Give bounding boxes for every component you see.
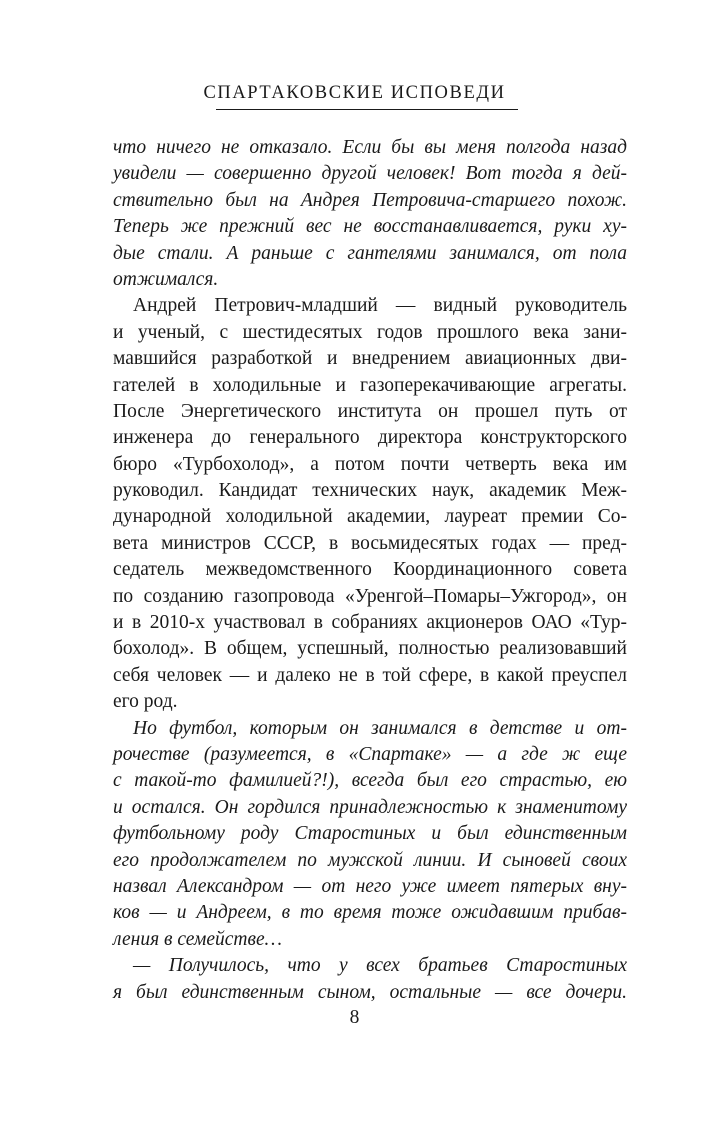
text-line: руководил. Кандидат технических наук, академик Меж-: [113, 480, 627, 502]
text-line: я был единственным сыном, остальные — все дочери.: [113, 981, 627, 1003]
text-line: ствительно был на Андрея Петровича-старшего похож.: [113, 189, 627, 211]
text-line: назвал Александром — от него уже имеет пятерых вну-: [113, 875, 627, 897]
text-line: по созданию газопровода «Уренгой–Помары–Ужгород», он: [113, 585, 627, 607]
text-line: его продолжателем по мужской линии. И сыновей своих: [113, 849, 627, 871]
text-line: бохолод». В общем, успешный, полностью реализовавший: [113, 638, 627, 660]
text-line: Теперь же прежний вес не восстанавливается, руки ху-: [113, 216, 627, 238]
text-line: увидели — совершенно другой человек! Вот тогда я дей-: [113, 163, 627, 185]
text-line: себя человек — и далеко не в той сфере, в какой преуспел: [113, 664, 627, 686]
text-line: После Энергетического института он прошел путь от: [113, 400, 627, 422]
text-line: ков — и Андреем, в то время тоже ожидавшим прибав-: [113, 902, 627, 924]
page-number: 8: [349, 1007, 360, 1028]
text-line: отжимался.: [113, 268, 219, 290]
text-line: что ничего не отказало. Если бы вы меня полгода назад: [113, 137, 627, 158]
text-line: вета министров СССР, в восьмидесятых годах — пред-: [113, 532, 627, 554]
running-header: СПАРТАКОВСКИЕ ИСПОВЕДИ: [203, 83, 506, 103]
text-line: его род.: [113, 691, 178, 713]
text-line: ления в семействе…: [113, 928, 282, 950]
header-rule: [216, 109, 518, 110]
text-line: — Получилось, что у всех братьев Старостиных: [133, 955, 627, 977]
text-line: рочестве (разумеется, в «Спартаке» — а где ж еще: [113, 743, 627, 765]
body-text: [113, 135, 627, 1006]
text-line: Андрей Петрович-младший — видный руководитель: [133, 295, 627, 317]
text-line: и остался. Он гордился принадлежностью к знаменитому: [113, 796, 627, 818]
paragraph: [113, 135, 627, 293]
text-line: гателей в холодильные и газоперекачивающие агрегаты.: [113, 374, 627, 396]
text-line: футбольному роду Старостиных и был единственным: [113, 823, 627, 845]
text-line: бюро «Турбохолод», а потом почти четверть века им: [113, 453, 627, 475]
text-line: с такой-то фамилией?!), всегда был его страстью, ею: [113, 770, 627, 792]
text-line: инженера до генерального директора конструкторского: [113, 427, 627, 449]
text-line: седатель межведомственного Координационного совета: [113, 559, 627, 581]
paragraph: [113, 293, 627, 715]
text-line: дународной холодильной академии, лауреат премии Со-: [113, 506, 627, 528]
text-line: и в 2010-х участвовал в собраниях акционеров ОАО «Тур-: [113, 612, 627, 634]
text-line: дые стали. А раньше с гантелями занимался, от пола: [113, 242, 627, 264]
paragraph: [113, 716, 627, 954]
text-line: и ученый, с шестидесятых годов прошлого века зани-: [113, 321, 627, 343]
text-line: Но футбол, которым он занимался в детстве и от-: [133, 717, 627, 739]
paragraph: [113, 953, 627, 1006]
text-line: мавшийся разработкой и внедрением авиационных дви-: [113, 348, 627, 370]
